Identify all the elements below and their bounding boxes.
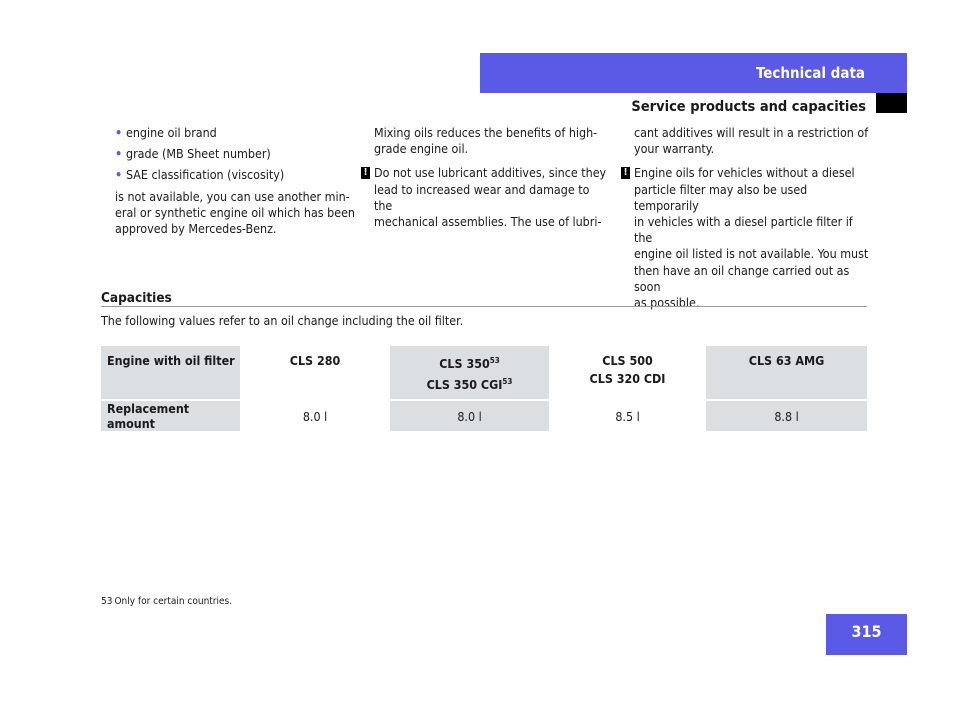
section-title: Service products and capacities — [631, 99, 866, 115]
text-column-2 — [360, 125, 610, 230]
bullet-icon: • — [115, 167, 123, 183]
footnote-ref: 53 — [502, 377, 513, 387]
warning-note: ! Do not use lubricant additives, since they lead to increased wear and damage to the mechanical assemblies. The use of lubri- — [360, 165, 610, 230]
header-cell-model: CLS 280 — [289, 353, 341, 368]
page-number: 315 — [851, 622, 882, 641]
header-cell-model: CLS 500 CLS 320 CDI — [589, 353, 666, 386]
table-row — [101, 399, 867, 431]
footnote-number: 53 — [101, 596, 113, 607]
header-cell-model: CLS 63 AMG — [706, 346, 867, 399]
value-cell: 8.8 l — [706, 399, 867, 431]
capacities-heading: Capacities — [101, 290, 172, 306]
warning-note: ! Engine oils for vehicles without a diesel particle filter may also be used temporarily in vehicles with a diesel particle filter if the engine oil listed is not available. You must then have an oil change carried out as soon as possible. — [620, 165, 870, 311]
warning-icon: ! — [621, 167, 630, 179]
warning-icon: ! — [361, 167, 370, 179]
corner-mark — [876, 93, 907, 113]
capacities-table — [101, 346, 867, 431]
footnote-text: Only for certain countries. — [114, 596, 233, 607]
heading-divider — [101, 306, 867, 307]
chapter-tab-label: Technical data — [756, 64, 865, 82]
bullet-item: • SAE classification (viscosity) — [115, 167, 285, 183]
paragraph: Mixing oils reduces the benefits of high- grade engine oil. — [374, 125, 598, 157]
header-cell-label: Engine with oil filter — [101, 346, 240, 399]
text-column-1 — [115, 125, 355, 237]
value-cell: 8.0 l — [390, 399, 549, 431]
table-header-row — [101, 346, 867, 399]
page-number-box — [826, 614, 907, 655]
bullet-item: • engine oil brand — [115, 125, 217, 140]
paragraph: is not available, you can use another min- eral or synthetic engine oil which has been approved by Mercedes-Benz. — [115, 188, 355, 237]
value-cell: 8.5 l — [549, 399, 706, 431]
paragraph: cant additives will result in a restriction of your warranty. — [634, 125, 869, 157]
bullet-icon: • — [115, 125, 123, 140]
chapter-tab — [480, 53, 907, 93]
capacities-intro: The following values refer to an oil change including the oil filter. — [101, 313, 464, 328]
text-column-3 — [620, 125, 870, 311]
bullet-icon: • — [115, 146, 123, 162]
row-label-cell: Replacement amount — [101, 399, 240, 431]
footnote — [101, 596, 232, 607]
footnote-ref: 53 — [489, 356, 500, 365]
bullet-item: • grade (MB Sheet number) — [115, 146, 271, 162]
header-cell-model: CLS $350^{53}$ CLS 350 CGI$^{53}$ — [390, 346, 549, 399]
value-cell: 8.0 l — [240, 399, 390, 431]
